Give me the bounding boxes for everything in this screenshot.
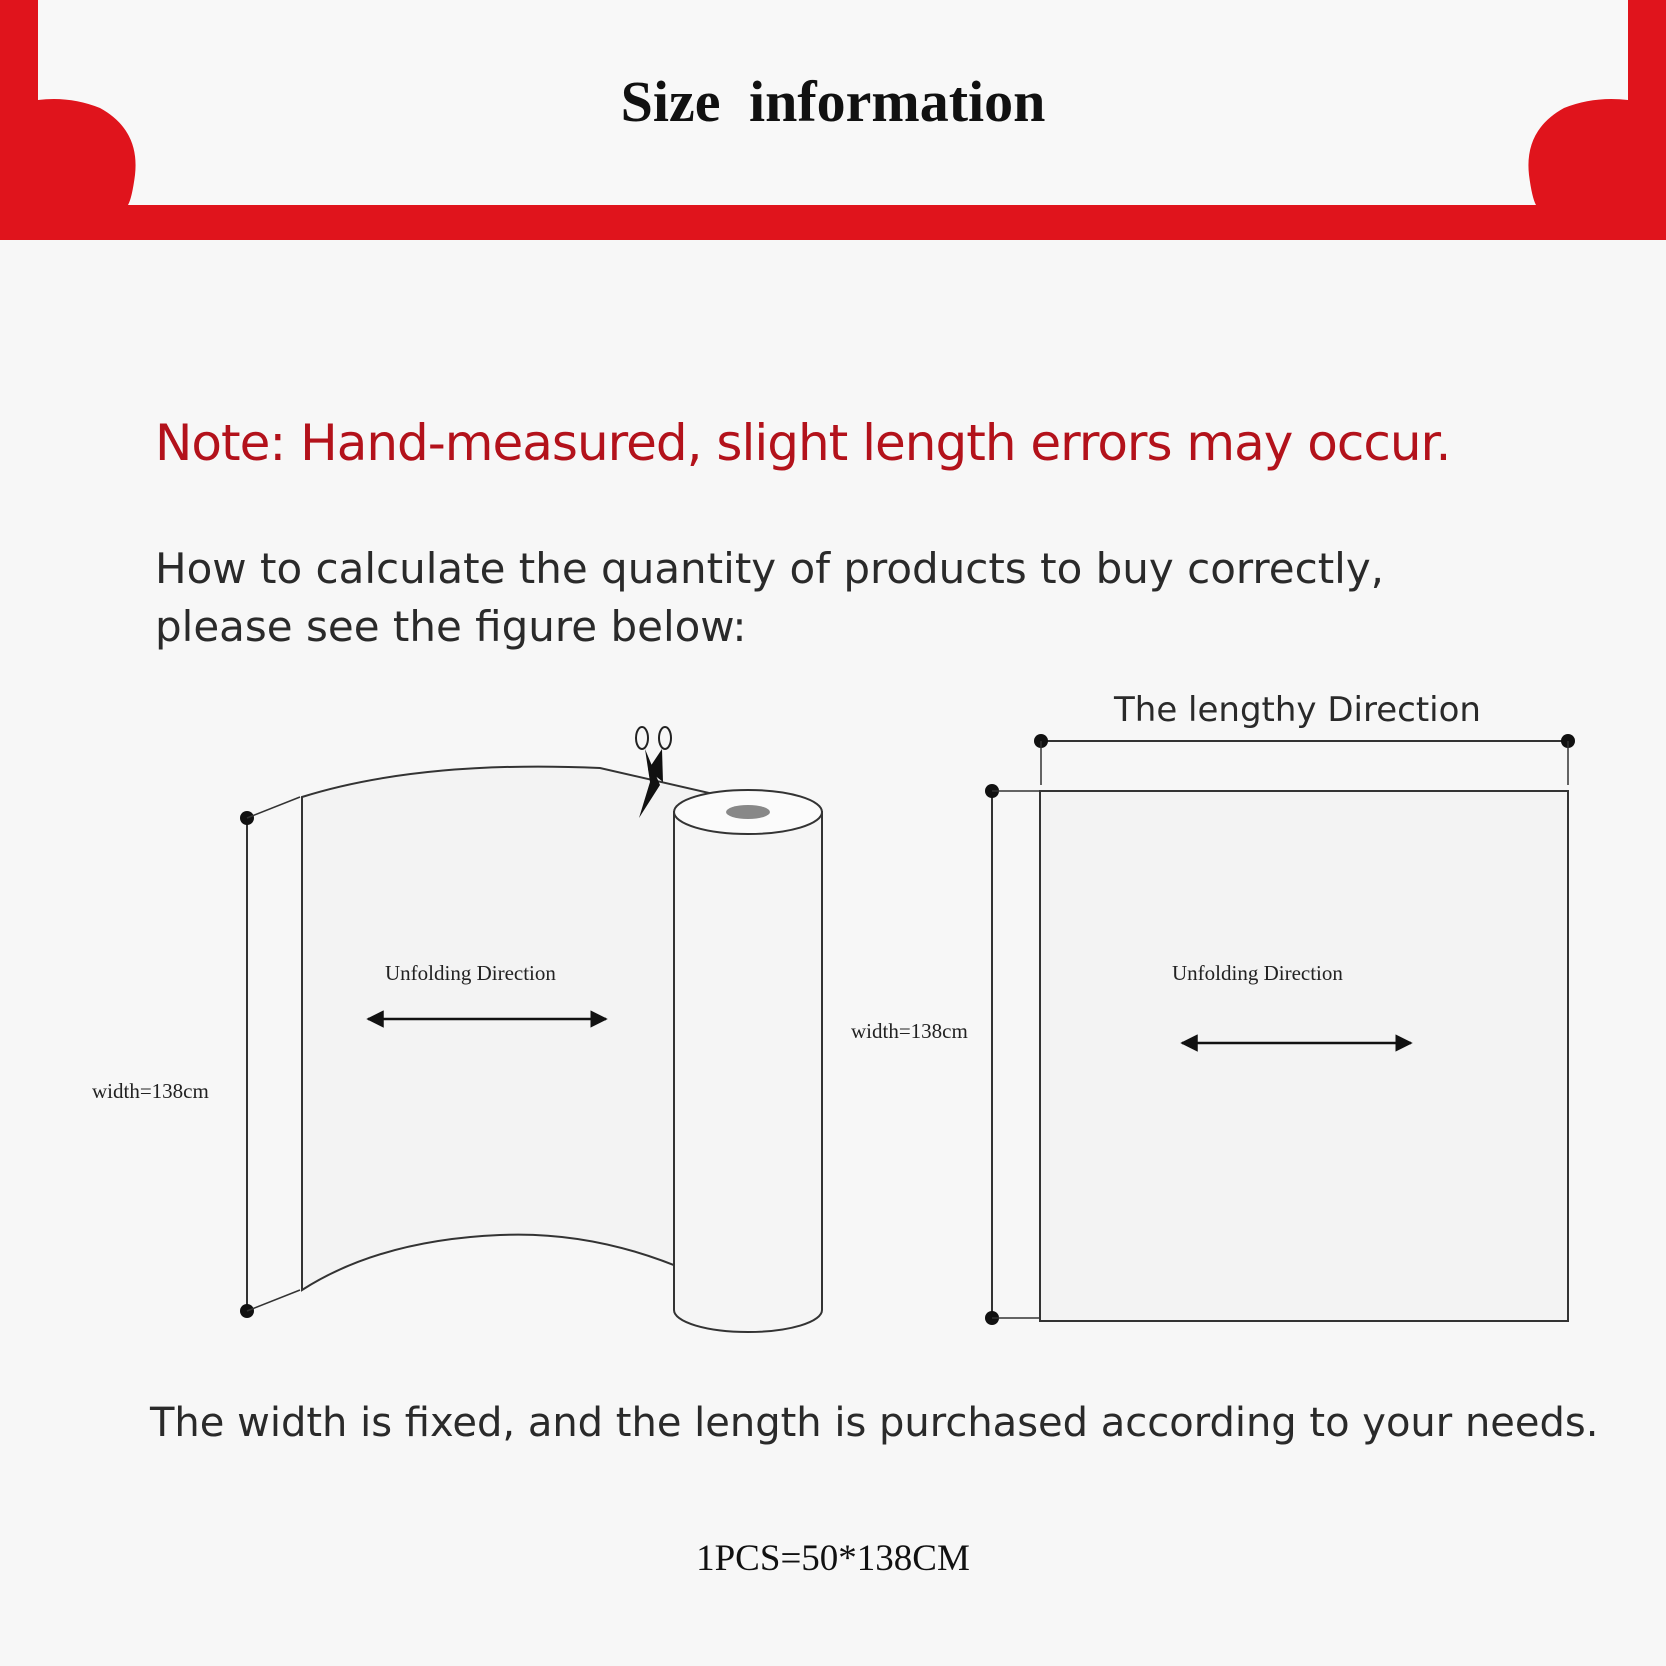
fabric-roll xyxy=(674,790,822,1332)
sheet-direction-label: Unfolding Direction xyxy=(1172,961,1343,985)
measurement-note: Note: Hand-measured, slight length errors may occur. xyxy=(155,414,1451,472)
roll-direction-label: Unfolding Direction xyxy=(385,961,556,985)
sheet-width-dimension xyxy=(985,784,1040,1325)
unrolled-sheet xyxy=(302,767,718,1290)
instructions xyxy=(155,540,1455,656)
instruction-line-2: please see the figure below: xyxy=(155,602,747,651)
roll-width-label: width=138cm xyxy=(92,1079,209,1103)
width-fixed-note: The width is fixed, and the length is purchased according to your needs. xyxy=(150,1400,1599,1446)
roll-width-dimension xyxy=(240,797,300,1318)
page-title: Size information xyxy=(620,69,1046,134)
instruction-line-1: How to calculate the quantity of products to buy correctly, xyxy=(155,544,1385,593)
sheet-length-dimension xyxy=(1034,734,1575,785)
header-banner xyxy=(0,0,1666,240)
size-diagram xyxy=(0,680,1666,1360)
sheet-length-label: The lengthy Direction xyxy=(1114,690,1481,730)
sheet-width-label: width=138cm xyxy=(851,1019,968,1043)
flat-sheet xyxy=(1040,791,1568,1321)
product-spec: 1PCS=50*138CM xyxy=(696,1538,970,1579)
